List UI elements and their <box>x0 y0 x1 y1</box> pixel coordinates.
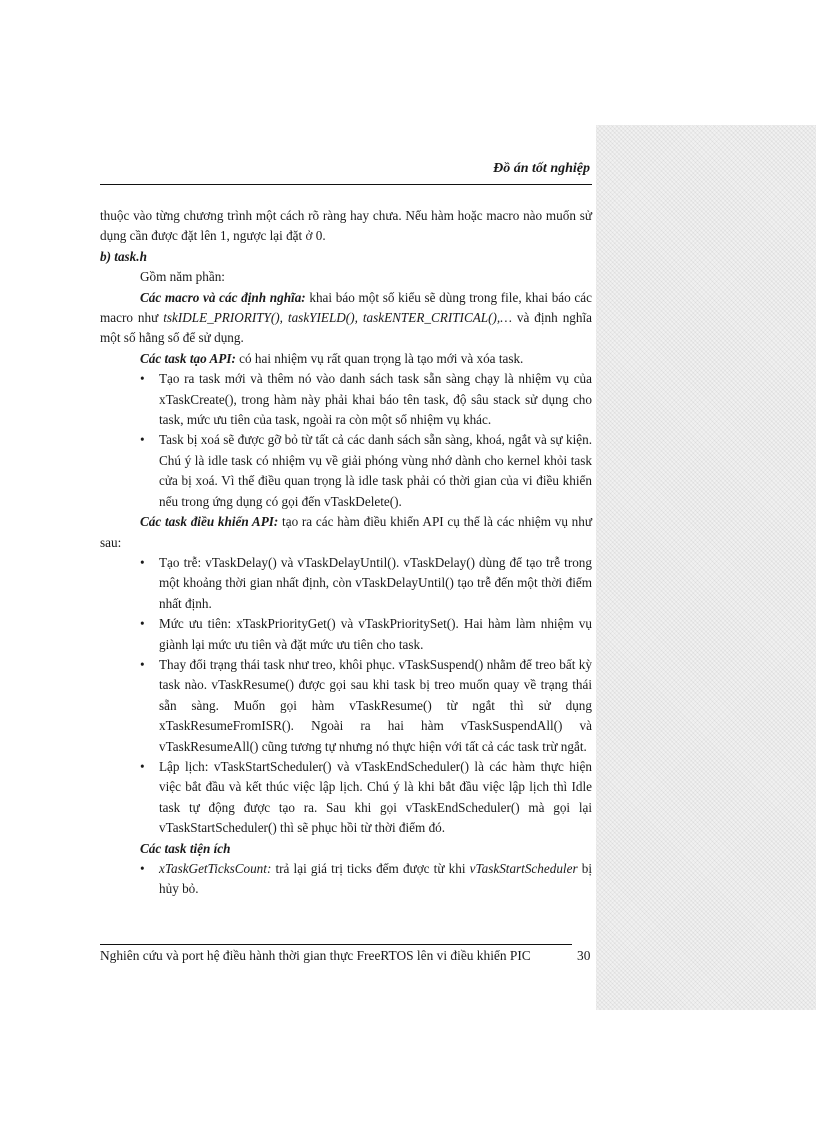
create-api-text: có hai nhiệm vụ rất quan trọng là tạo mới và xóa task. <box>235 350 524 366</box>
utility-text-2: bị hủy bỏ. <box>159 861 592 897</box>
utility-text: trả lại giá trị ticks đếm được từ khi <box>271 861 470 876</box>
intro-line-1: thuộc vào từng chương trình một cách rõ ràng hay chưa. Nếu hàm hoặc macro nào <box>100 208 543 223</box>
section-intro: Gồm năm phần: <box>140 269 225 285</box>
control-api-paragraph <box>100 512 592 553</box>
utility-func-name: xTaskGetTicksCount: <box>159 861 272 876</box>
page-number: 30 <box>577 948 591 963</box>
list-item: • Task bị xoá sẽ được gỡ bỏ từ tất cả các danh sách sẵn sàng, khoá, ngắt và sự kiện. Chú ý là idle task có nhiệm vụ về giải phóng vùng nhớ dành cho kernel khỏi task cửa bị xoá. Vì thế điều quan trọng là idle task phải có thời gian của vi điều khiển nếu trong ứng dụng có gọi đến vTaskDelete(). <box>159 430 592 512</box>
utility-func-name-2: vTaskStartScheduler <box>469 861 578 876</box>
list-item <box>159 859 592 900</box>
page-body <box>100 206 592 900</box>
create-api-paragraph <box>100 349 592 369</box>
intro-paragraph <box>100 206 592 247</box>
macros-names: tskIDLE_PRIORITY(), taskYIELD(), taskENTER_CRITICAL(),… <box>163 310 512 326</box>
create-api-label: Các task tạo API: <box>140 350 236 366</box>
macros-label: Các macro và các định nghĩa: <box>140 289 306 305</box>
list-item: • Thay đổi trạng thái task như treo, khôi phục. vTaskSuspend() nhằm để treo bất kỳ task nào. vTaskResume() được gọi sau khi task bị treo muốn quay về trạng thái sẵn sàng. Muốn gọi hàm vTaskResume() từ ngắt thì sử dụng xTaskResumeFromISR(). Ngoài ra hai hàm vTaskSuspendAll() và vTaskResumeAll() cũng tương tự nhưng nó thực hiện với tất cả các task trừ ngắt. <box>159 655 592 757</box>
control-api-label: Các task điều khiển API: <box>140 514 279 530</box>
macros-text-2: và định nghĩa một số hằng số để sử dụng. <box>100 310 592 346</box>
list-item: • Mức ưu tiên: xTaskPriorityGet() và vTaskPrioritySet(). Hai hàm làm nhiệm vụ giành lại mức ưu tiên và đặt mức ưu tiên cho task. <box>159 614 592 655</box>
control-api-text: tạo ra các hàm điều khiển API cụ thể là các nhiệm vụ như sau: <box>100 514 592 550</box>
utility-list <box>100 859 592 900</box>
header-rule <box>100 184 592 185</box>
list-item: • Lập lịch: vTaskStartScheduler() và vTaskEndScheduler() là các hàm thực hiện việc bắt đầu và kết thúc việc lập lịch. Chú ý là khi bắt đầu việc lập lịch thì Idle task tự động được tạo ra. Sau khi gọi vTaskEndScheduler() mà gọi lại vTaskStartScheduler() thì sẽ phục hồi từ thời điểm đó. <box>159 757 592 839</box>
footer-text: Nghiên cứu và port hệ điều hành thời gian thực FreeRTOS lên vi điều khiển PIC <box>100 948 531 963</box>
list-item: • Tạo ra task mới và thêm nó vào danh sách task sẵn sàng chạy là nhiệm vụ của xTaskCreate(), trong hàm này phải khai báo tên task, độ sâu stack sử dụng cho task, mức ưu tiên của task, ngoài ra còn một số nhiệm vụ khác. <box>159 369 592 430</box>
header-title: Đồ án tốt nghiệp <box>493 161 590 176</box>
margin-pattern <box>596 125 816 1010</box>
section-heading: b) task.h <box>100 248 147 264</box>
control-api-list <box>100 553 592 839</box>
macros-text-1: khai báo một số kiểu sẽ dùng trong file, khai báo các macro như <box>100 289 592 326</box>
intro-line-2: muốn sử dụng cần được đặt lên 1, ngược lại đặt ở 0. <box>100 208 592 244</box>
macros-paragraph <box>100 288 592 349</box>
utility-heading: Các task tiện ích <box>140 840 231 856</box>
create-api-list <box>100 369 592 512</box>
list-item: • Tạo trễ: vTaskDelay() và vTaskDelayUntil(). vTaskDelay() dùng để tạo trễ trong một khoảng thời gian nhất định, còn vTaskDelayUntil() tạo trễ đến một thời điểm nhất định. <box>159 553 592 614</box>
footer-rule <box>100 944 572 945</box>
